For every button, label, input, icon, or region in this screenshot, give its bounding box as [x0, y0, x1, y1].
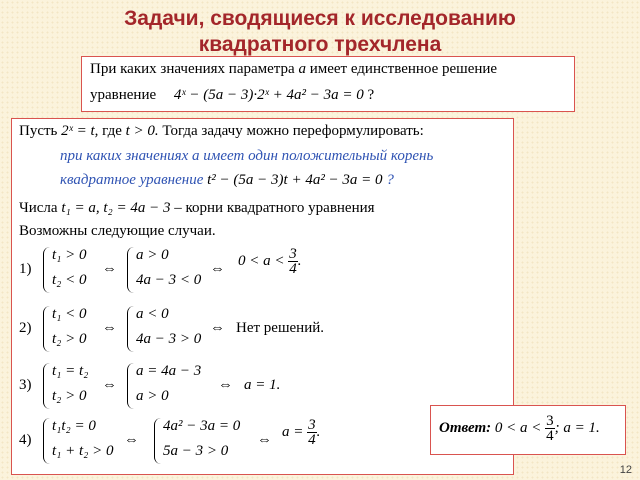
case-1-label: 1) [19, 261, 32, 277]
case-3-cond-1: a = 4a − 3 [136, 363, 202, 379]
case-2-result: Нет решений. [236, 320, 324, 336]
case-2-equiv-arrow-2: ⇔ [210, 320, 225, 336]
case-2-cond-2: 4a − 3 > 0 [136, 331, 202, 347]
problem-line-2 [90, 87, 374, 104]
case-1-sign-2: t₂ < 0 [52, 272, 87, 288]
case-2-system-brace [43, 306, 51, 352]
quadratic-equation: t² − (5a − 3)t + 4a² − 3a = 0 [207, 172, 383, 188]
case-1-sign-1: t₁ > 0 [52, 247, 87, 263]
slide-title [0, 6, 640, 58]
problem-label: уравнение [90, 87, 157, 103]
answer-line [439, 414, 600, 443]
answer-label: Ответ: [439, 420, 492, 436]
case-3-result-brace [127, 363, 135, 409]
answer-inequality: 0 < a < [494, 420, 542, 436]
case-2-sign-1: t₁ < 0 [52, 306, 87, 322]
root-t2: t₂ = 4a − 3 [103, 200, 171, 216]
case-4-system-brace [43, 418, 51, 464]
case-4-label: 4) [19, 432, 32, 448]
case-4-period: . [316, 424, 321, 440]
case-4-result-brace [154, 418, 162, 464]
case-1-result [238, 247, 302, 276]
case-1-system-brace [43, 247, 51, 293]
fraction-denominator: 4 [289, 261, 297, 277]
problem-question-mark: ? [367, 87, 375, 103]
case-2-equiv-arrow: ⇔ [102, 320, 117, 336]
case-4-cond-1: 4a² − 3a = 0 [163, 418, 241, 434]
case-4-equation: a = [282, 424, 304, 440]
answer-fraction [545, 414, 555, 443]
case-1-period: . [297, 253, 302, 269]
case-3-equiv-arrow-2: ⇔ [218, 377, 233, 393]
case-3-result: a = 1. [244, 377, 281, 393]
problem-box [81, 56, 575, 112]
intro-text: Пусть [19, 123, 58, 139]
case-1-equiv-arrow: ⇔ [102, 261, 117, 277]
case-2-label: 2) [19, 320, 32, 336]
title-line-2: квадратного трехчлена [198, 33, 442, 56]
reformulation-line-1: при каких значениях a имеет один положительный корень [60, 148, 434, 164]
cases-heading: Возможны следующие случаи. [19, 223, 216, 239]
case-3-sign-2: t₂ > 0 [52, 388, 87, 404]
case-1-cond-2: 4a − 3 < 0 [136, 272, 202, 288]
intro-text-3: Тогда задачу можно переформулировать: [162, 123, 424, 139]
page-number: 12 [619, 464, 632, 476]
problem-equation: 4ˣ − (5a − 3)·2ˣ + 4a² − 3a = 0 [173, 87, 364, 103]
reformulation-question-mark: ? [386, 172, 394, 188]
problem-text-2: имеет единственное решение [309, 61, 498, 77]
roots-line [19, 200, 375, 217]
answer-second-value: ; a = 1. [554, 420, 600, 436]
substitution: 2ˣ = t, [61, 123, 99, 139]
condition: t > 0. [125, 123, 159, 139]
reformulation-text: квадратное уравнение [60, 172, 204, 188]
case-2-result-brace [127, 306, 135, 352]
intro-text-2: где [102, 123, 122, 139]
case-4-equiv-arrow: ⇔ [124, 432, 139, 448]
case-4-fraction [307, 418, 317, 447]
problem-text: При каких значениях параметра [90, 61, 295, 77]
fraction-numerator: 3 [289, 246, 297, 262]
case-4-sign-2: t₁ + t₂ > 0 [52, 443, 114, 459]
roots-text: Числа [19, 200, 58, 216]
case-4-sign-1: t₁t₂ = 0 [52, 418, 96, 434]
case-3-system-brace [43, 363, 51, 409]
case-2-cond-1: a < 0 [136, 306, 169, 322]
answer-box [430, 405, 626, 455]
case-3-cond-2: a > 0 [136, 388, 169, 404]
roots-text-2: – корни квадратного уравнения [174, 200, 375, 216]
case-1-cond-1: a > 0 [136, 247, 169, 263]
case-1-equiv-arrow-2: ⇔ [210, 261, 225, 277]
case-3-label: 3) [19, 377, 32, 393]
case-2-sign-2: t₂ > 0 [52, 331, 87, 347]
fraction-numerator: 3 [546, 413, 554, 429]
substitution-line [19, 123, 424, 140]
fraction-numerator: 3 [308, 417, 316, 433]
problem-variable: a [298, 61, 306, 77]
reformulation-line-2 [60, 172, 394, 189]
case-3-sign-1: t₁ = t₂ [52, 363, 89, 379]
fraction-denominator: 4 [308, 432, 316, 448]
fraction-denominator: 4 [546, 428, 554, 444]
case-4-cond-2: 5a − 3 > 0 [163, 443, 229, 459]
case-1-inequality: 0 < a < [238, 253, 285, 269]
case-4-equiv-arrow-2: ⇔ [257, 432, 272, 448]
case-3-equiv-arrow: ⇔ [102, 377, 117, 393]
case-1-fraction [288, 247, 298, 276]
case-1-result-brace [127, 247, 135, 293]
problem-line-1 [90, 61, 497, 78]
root-t1: t₁ = a, [61, 200, 100, 216]
case-4-result [282, 418, 320, 447]
title-line-1: Задачи, сводящиеся к исследованию [124, 7, 516, 30]
